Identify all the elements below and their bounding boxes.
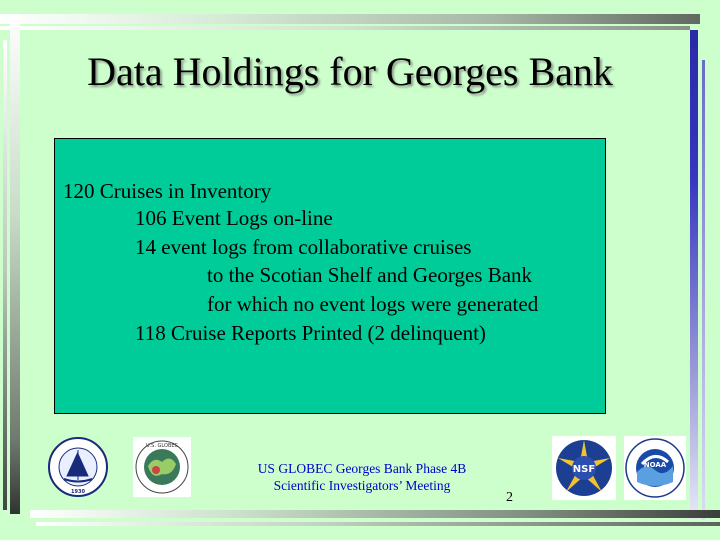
bottom-gradient-bar-thin [36,522,720,526]
content-line-no-logs: for which no event logs were generated [207,292,539,316]
noaa-seal-icon [624,436,686,500]
content-line-event-logs: 106 Event Logs on-line [135,206,333,230]
whoi-seal-icon [40,436,116,498]
content-panel [54,138,606,414]
left-gradient-bar-thin [3,40,7,510]
bottom-gradient-bar [30,510,720,518]
nsf-logo [552,436,616,500]
content-line-cruises: 120 Cruises in Inventory [63,179,272,203]
whoi-year: 1930 [71,489,85,495]
top-gradient-bar [0,14,700,24]
globec-seal-icon [132,436,192,498]
noaa-logo [624,436,686,500]
page-number: 2 [506,490,513,505]
content-line-cruise-reports: 118 Cruise Reports Printed (2 delinquent) [135,321,486,345]
whoi-logo [40,436,116,498]
footer-line-2: Scientific Investigators’ Meeting [273,478,451,493]
globec-label: U.S. GLOBEC [145,443,179,449]
noaa-label: NOAA [643,461,667,469]
right-accent-bar-thin [702,60,705,520]
nsf-seal-icon [552,436,616,500]
globec-logo [132,436,192,498]
content-line-scotian-shelf: to the Scotian Shelf and Georges Bank [207,263,533,287]
content-line-collab-cruises: 14 event logs from collaborative cruises [135,235,472,259]
footer-line-1: US GLOBEC Georges Bank Phase 4B [257,461,467,476]
footer [222,460,502,494]
top-gradient-bar-thin [0,26,690,30]
slide-title: Data Holdings for Georges Bank [87,49,613,94]
right-accent-bar [690,30,698,520]
nsf-label: NSF [572,464,596,475]
